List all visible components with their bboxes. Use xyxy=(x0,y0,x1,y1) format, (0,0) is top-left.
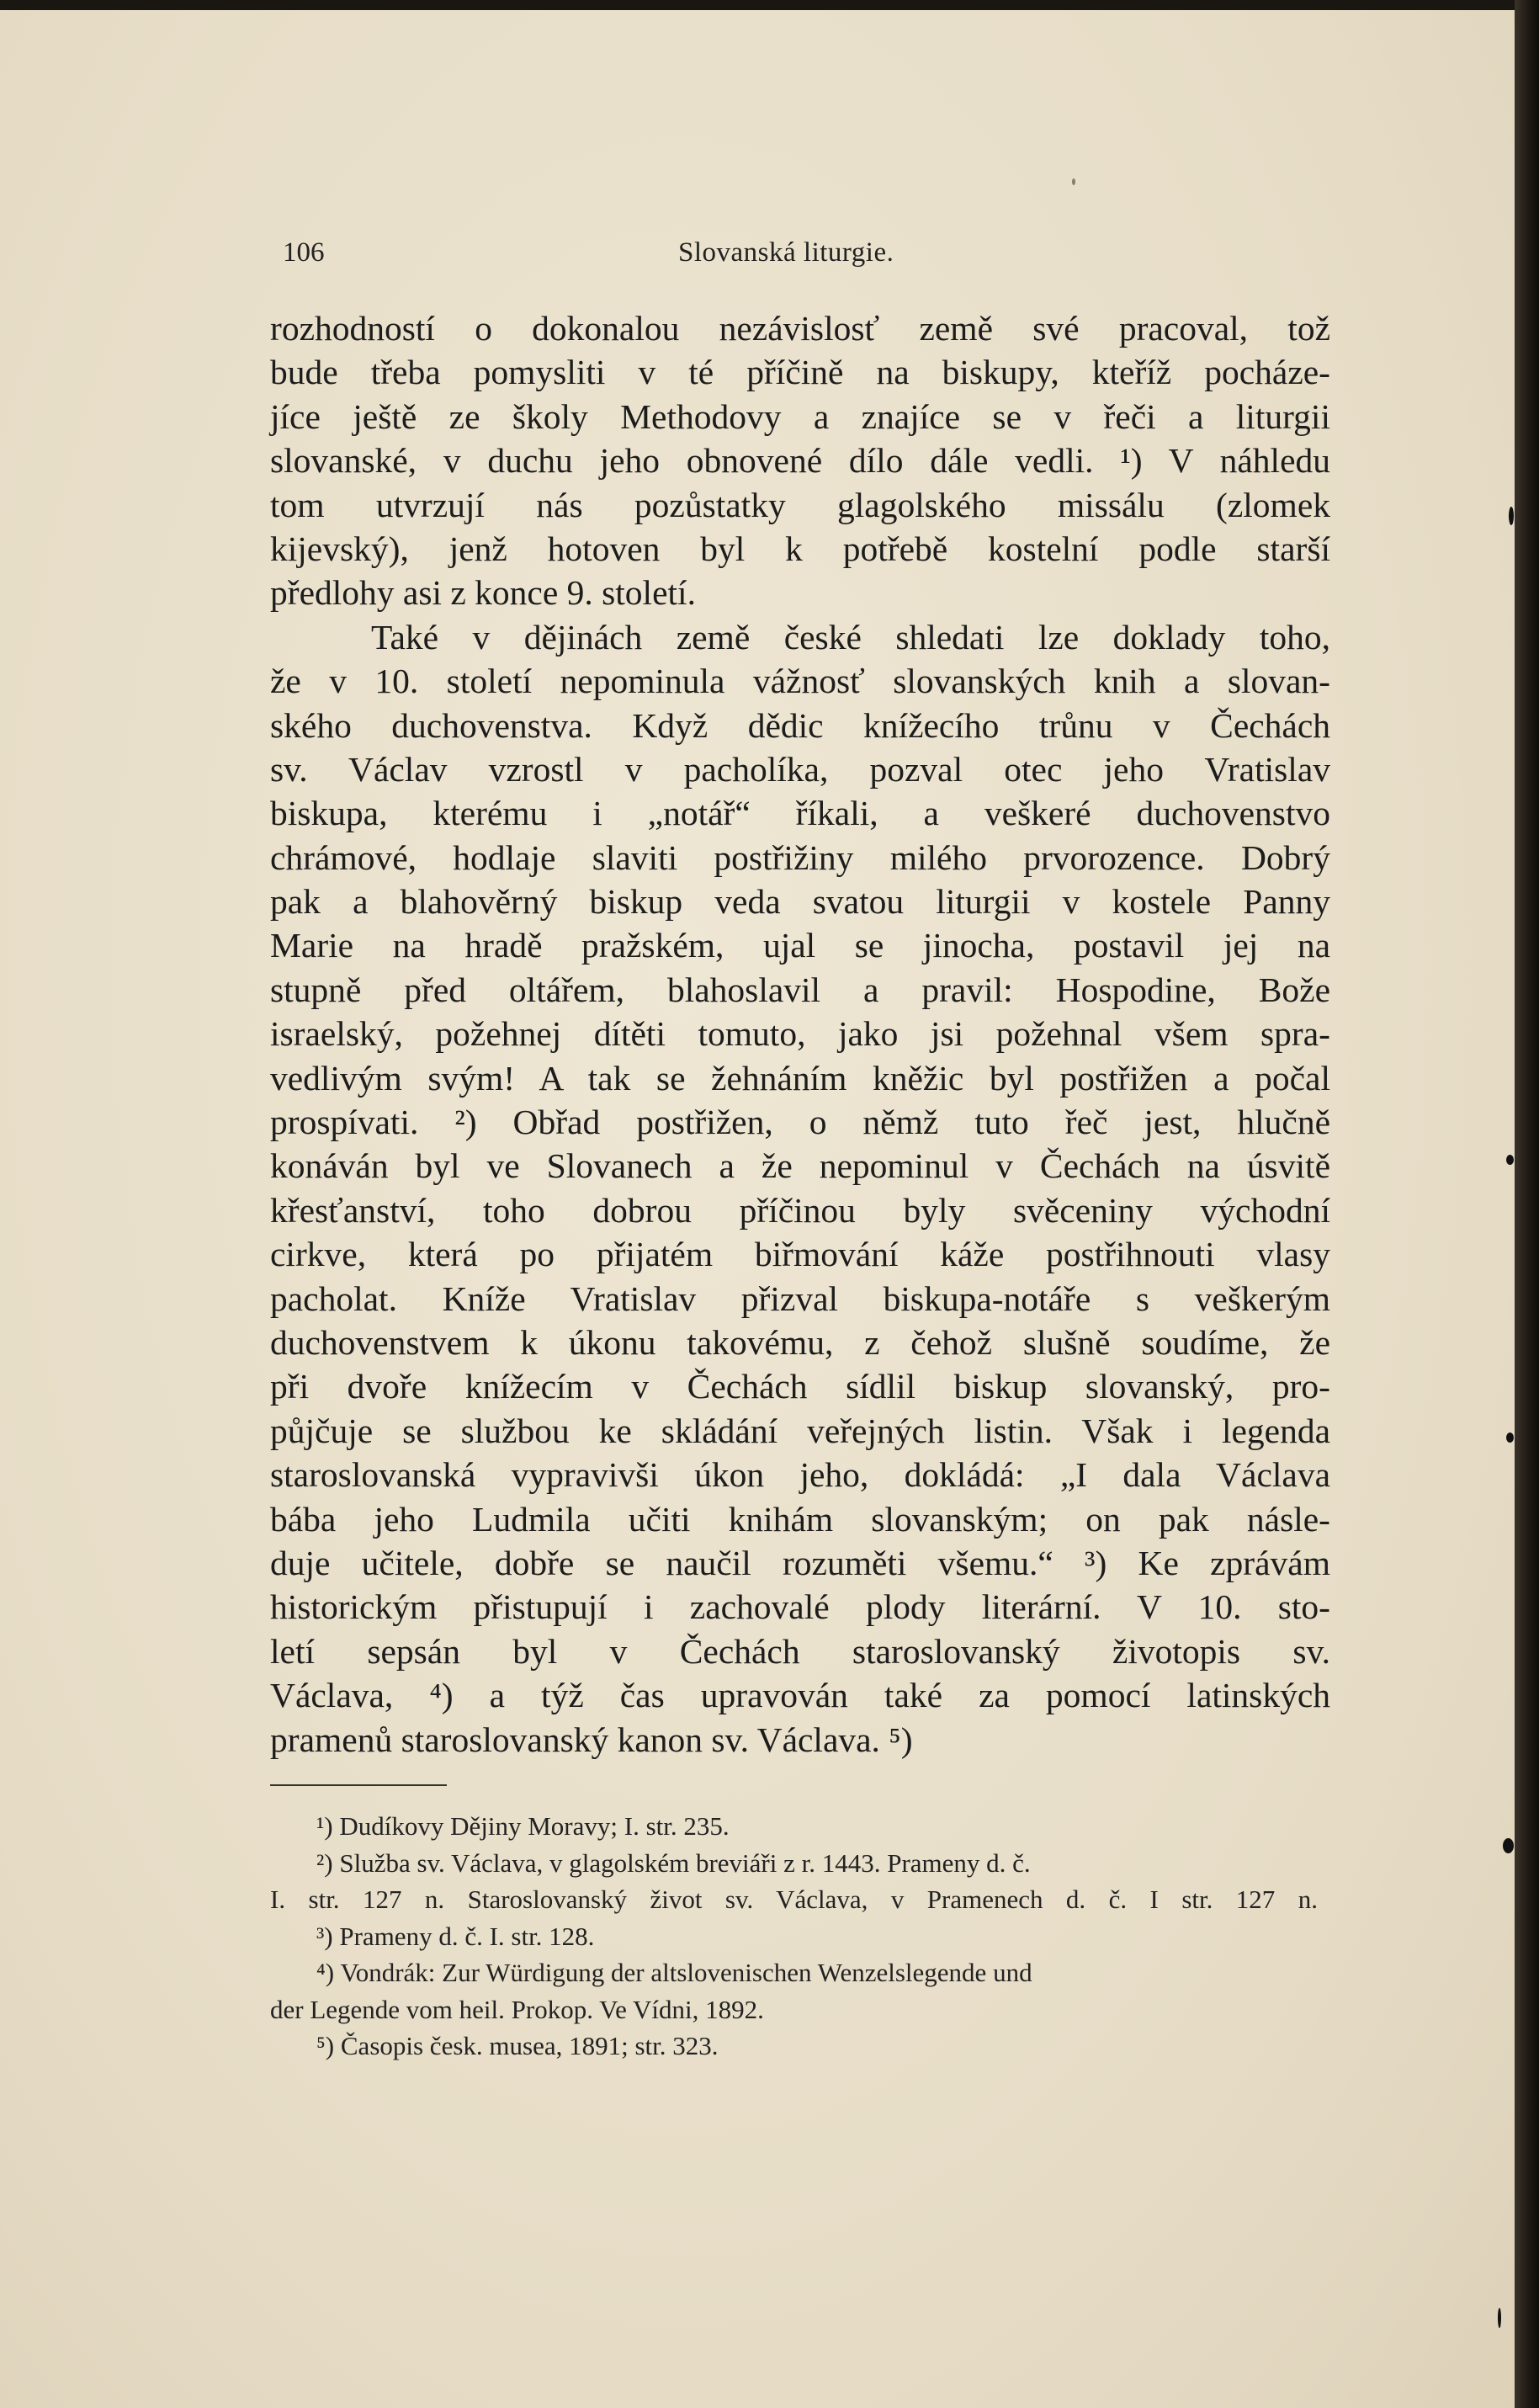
margin-mark xyxy=(1506,1433,1514,1443)
text-line: duchovenstvem k úkonu takovému, z čehož slušně soudíme, že xyxy=(270,1322,1330,1362)
text-line: stupně před oltářem, blahoslavil a pravil: Hospodine, Bože xyxy=(270,970,1330,1009)
text-line: tom utvrzují nás pozůstatky glagolského missálu (zlomek xyxy=(270,485,1330,524)
footnote: ⁴) Vondrák: Zur Würdigung der altslovenischen Wenzelslegende und xyxy=(316,1958,1032,1987)
text-line: že v 10. století nepominula vážnosť slovanských knih a slovan- xyxy=(270,662,1330,701)
text-line: pramenů staroslovanský kanon sv. Václava. ⁵) xyxy=(270,1720,913,1759)
text-line: Marie na hradě pražském, ujal se jinocha, postavil jej na xyxy=(270,926,1330,965)
margin-mark xyxy=(1072,178,1075,185)
text-line: konáván byl ve Slovanech a že nepominul v Čechách na úsvitě xyxy=(270,1146,1330,1186)
text-line: letí sepsán byl v Čechách staroslovanský životopis sv. xyxy=(270,1631,1330,1671)
text-line: prospívati. ²) Obřad postřižen, o němž tuto řeč jest, hlučně xyxy=(270,1103,1330,1142)
text-line: pacholat. Kníže Vratislav přizval biskupa-notáře s veškerým xyxy=(270,1278,1330,1318)
footnote: ³) Prameny d. č. I. str. 128. xyxy=(316,1921,595,1951)
text-line: duje učitele, dobře se naučil rozuměti všemu.“ ³) Ke zprávám xyxy=(270,1543,1330,1582)
text-line: Václava, ⁴) a týž čas upravován také za pomocí latinských xyxy=(270,1676,1330,1715)
text-line: slovanské, v duchu jeho obnovené dílo dále vedli. ¹) V náhledu xyxy=(270,441,1330,481)
footnote: ¹) Dudíkovy Dějiny Moravy; I. str. 235. xyxy=(316,1811,730,1841)
text-line: rozhodností o dokonalou nezávislosť země své pracoval, tož xyxy=(270,309,1330,348)
book-spine xyxy=(1515,0,1539,2408)
text-line: israelský, požehnej dítěti tomuto, jako jsi požehnal všem spra- xyxy=(270,1014,1330,1054)
page-header xyxy=(283,237,1330,271)
text-line: křesťanství, toho dobrou příčinou byly svěceniny východní xyxy=(270,1190,1330,1230)
footnote: ²) Služba sv. Václava, v glagolském breviáři z r. 1443. Prameny d. č. xyxy=(316,1847,1031,1878)
page-number: 106 xyxy=(283,237,325,268)
text-line: kijevský), jenž hotoven byl k potřebě kostelní podle starší xyxy=(270,529,1330,568)
text-line: cirkve, která po přijatém biřmování káže postřihnouti vlasy xyxy=(270,1235,1330,1274)
text-line: předlohy asi z konce 9. století. xyxy=(270,573,696,613)
footnote-separator xyxy=(270,1784,447,1786)
text-line: ského duchovenstva. Když dědic knížecího trůnu v Čechách xyxy=(270,705,1330,745)
margin-mark xyxy=(1498,2308,1501,2328)
text-line: půjčuje se službou ke skládání veřejných listin. Však i legenda xyxy=(270,1411,1330,1450)
text-line: staroslovanská vypravivši úkon jeho, dokládá: „I dala Václava xyxy=(270,1455,1330,1495)
book-page xyxy=(0,10,1515,2408)
text-line: jíce ještě ze školy Methodovy a znajíce se v řeči a liturgii xyxy=(270,396,1330,436)
text-line: Také v dějinách země české shledati lze doklady toho, xyxy=(371,617,1330,656)
text-line: vedlivým svým! A tak se žehnáním kněžic byl postřižen a počal xyxy=(270,1058,1330,1098)
running-title: Slovanská liturgie. xyxy=(678,237,894,268)
footnote: der Legende vom heil. Prokop. Ve Vídni, 1892. xyxy=(270,1994,764,2024)
text-line: bába jeho Ludmila učiti knihám slovanským; on pak násle- xyxy=(270,1499,1330,1539)
main-text xyxy=(270,306,1330,1762)
margin-mark xyxy=(1509,507,1514,525)
text-line: biskupa, kterému i „notář“ říkali, a veškeré duchovenstvo xyxy=(270,794,1330,833)
text-line: chrámové, hodlaje slaviti postřižiny milého prvorozence. Dobrý xyxy=(270,837,1330,877)
margin-mark xyxy=(1506,1155,1514,1165)
text-line: bude třeba pomysliti v té příčině na biskupy, kteříž pocháze- xyxy=(270,353,1330,392)
text-line: při dvoře knížecím v Čechách sídlil biskup slovanský, pro- xyxy=(270,1367,1330,1406)
footnote: I. str. 127 n. Staroslovanský život sv. Václava, v Pramenech d. č. I str. 127 n. xyxy=(270,1884,1318,1914)
footnote: ⁵) Časopis česk. musea, 1891; str. 323. xyxy=(316,2031,719,2060)
footnotes xyxy=(270,1808,1318,2065)
text-line: historickým přistupují i zachovalé plody literární. V 10. sto- xyxy=(270,1587,1330,1627)
text-line: pak a blahověrný biskup veda svatou liturgii v kostele Panny xyxy=(270,882,1330,922)
text-line: sv. Václav vzrostl v pacholíka, pozval otec jeho Vratislav xyxy=(270,749,1330,789)
margin-mark xyxy=(1503,1838,1514,1853)
